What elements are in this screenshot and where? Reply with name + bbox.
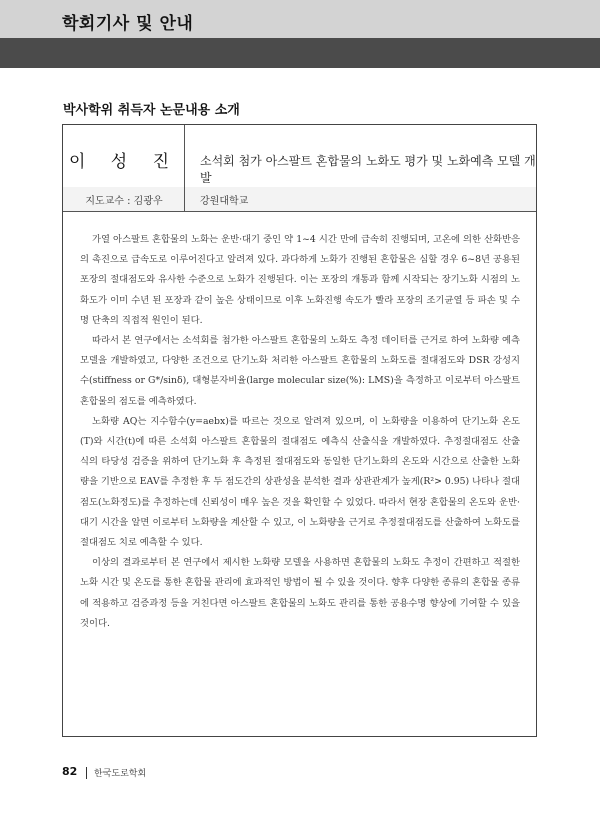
thesis-title: 소석회 첨가 아스팔트 혼합물의 노화도 평가 및 노화예측 모델 개발 (200, 154, 536, 185)
header-band (0, 0, 600, 102)
thesis-card (62, 124, 537, 737)
abstract-paragraph: 이상의 결과로부터 본 연구에서 제시한 노화량 모델을 사용하면 혼합물의 노화도 추정이 간편하고 적절한 노화 시간 및 온도를 통한 혼합물 관리에 효과적인 방법이 될 수 있을 것이다. 향후 다양한 종류의 혼합물 종류에 적용하고 검증과정 등을 거친다면 아스팔트 혼합물의 노화도 관리를 통한 공용수명 향상에 기여할 수 있을 것이다. (80, 557, 520, 629)
author-name-cell (63, 125, 185, 187)
header-dark-bar (0, 38, 600, 102)
author-name: 이 성 진 (68, 152, 180, 172)
header-gray-bar (0, 0, 600, 38)
header-subtitle: 박사학위 취득자 논문내용 소개 (310, 83, 536, 102)
section-title: 학회기사 및 안내 (62, 14, 194, 34)
journal-name: 한국도로학회 (94, 769, 147, 779)
advisor-label: 지도교수 : 김광우 (85, 196, 163, 207)
abstract-body (80, 230, 520, 634)
abstract-paragraph: 가열 아스팔트 혼합물의 노화는 운반·대기 중인 약 1~4 시간 만에 급속히 진행되며, 고온에 의한 산화반응의 촉진으로 급속도로 이루어진다고 알려져 있다. 과다하게 노화가 진행된 혼합물은 심할 경우 6~8년 공용된 포장의 절대점도와 유사한 수준으로 노화가 진행된다. 이는 포장의 개통과 함께 시작되는 장기노화 시점의 노화도가 이미 수년 된 포장과 같이 높은 상태이므로 이후 노화진행 속도가 빨라 포장의 조기균열 등 파손 및 수명 단축의 직접적 원인이 된다. (80, 234, 520, 326)
advisor-cell (63, 187, 185, 211)
info-row (63, 187, 536, 212)
page-heading: 박사학위 취득자 논문내용 소개 (63, 103, 240, 118)
name-row (63, 125, 536, 188)
footer-divider (86, 767, 87, 779)
abstract-paragraph: 따라서 본 연구에서는 소석회를 첨가한 아스팔트 혼합물의 노화도 측정 데이터를 근거로 하여 노화량 예측모델을 개발하였고, 다양한 조건으로 단기노화 처리한 아스팔트 혼합물의 노화도를 절대점도와 DSR 강성지수(stiffness or G*/sinδ), 대형분자비율(large molecular size(%): LMS)을 측정하고 이로부터 아스팔트 혼합물의 점도를 예측하였다. (80, 335, 520, 407)
abstract-paragraph: 노화량 AQ는 지수함수(y=aebx)를 따르는 것으로 알려져 있으며, 이 노화량을 이용하여 단기노화 온도(T)와 시간(t)에 따른 소석회 아스팔트 혼합물의 절대점도 예측식 산출식을 개발하였다. 추정절대점도 산출 식의 타당성 검증을 위하여 단기노화 후 측정된 절대점도와 동일한 단기노화의 온도와 시간으로 산출한 노화량을 기반으로 EAV를 추정한 후 두 점도간의 상관성을 분석한 결과 상관관계가 높게(R²> 0.95) 나타나 절대점도(노화정도)를 추정하는데 신뢰성이 매우 높은 것을 확인할 수 있었다. 따라서 현장 혼합물의 온도와 운반·대기 시간을 알면 이로부터 노화량을 계산할 수 있고, 이 노화량을 근거로 추정절대점도를 산출하여 노화도를 절대점도 치로 예측할 수 있다. (80, 415, 520, 549)
page-number: 82 (62, 765, 78, 778)
university-label: 강원대학교 (200, 196, 249, 207)
